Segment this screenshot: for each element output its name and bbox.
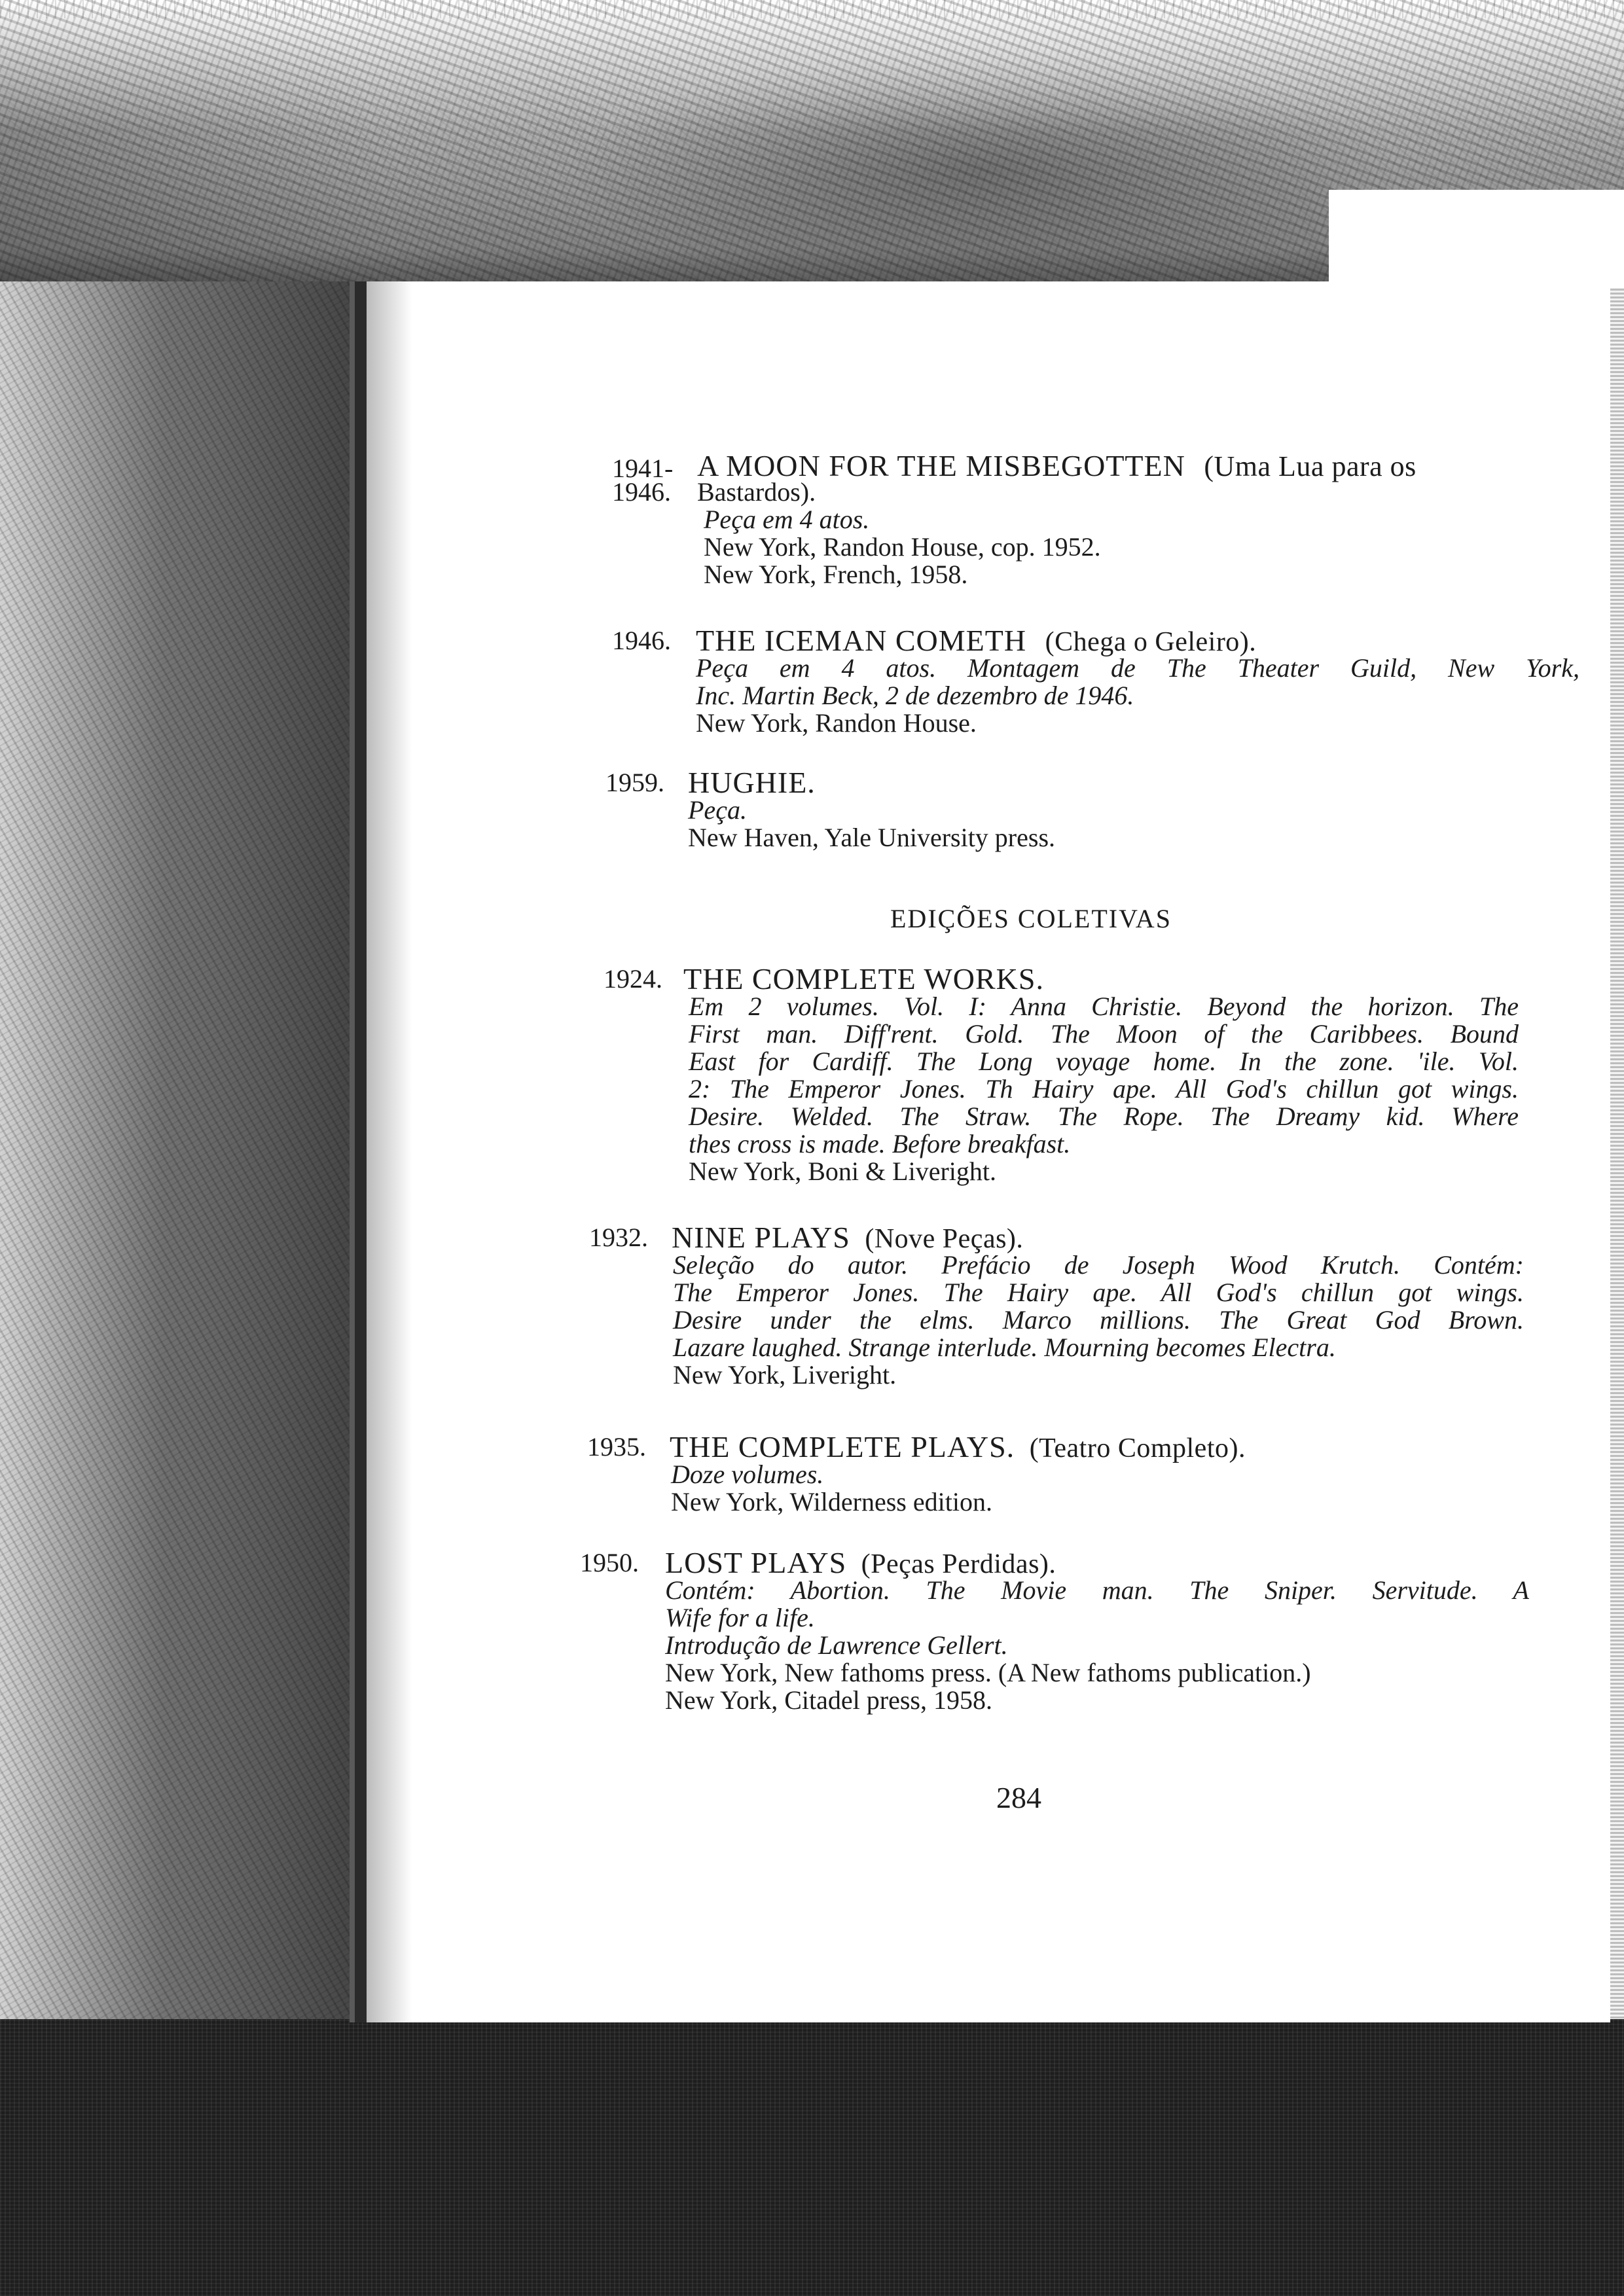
scan-top-dots [0, 0, 1624, 18]
entry-lines [697, 478, 816, 506]
entry-publisher-line: New York, Randon House, cop. 1952. [704, 532, 1101, 562]
entry-details [688, 797, 1055, 852]
entry-title-main: THE COMPLETE PLAYS. [670, 1430, 1015, 1463]
entry-details [665, 1577, 1529, 1714]
entry-publisher-line: New Haven, Yale University press. [688, 823, 1056, 852]
entry-year: 1950. [580, 1548, 639, 1577]
entry-year-end: 1946. [612, 477, 671, 507]
entry-title-translation: (Peças Perdidas). [861, 1549, 1056, 1579]
entry-publisher-line: New York, New fathoms press. (A New fathoms publication.) [665, 1658, 1311, 1687]
entry-italic-line: East for Cardiff. The Long voyage home. In the zone. 'ile. Vol. [689, 1047, 1519, 1076]
entry-title-main: HUGHIE. [688, 766, 816, 799]
entry-details [673, 1251, 1524, 1389]
entry-title [696, 624, 1257, 657]
entry-year: 1946. [612, 626, 671, 655]
entry-title [672, 1221, 1024, 1254]
entry-publisher-line: New York, Citadel press, 1958. [665, 1685, 992, 1715]
entry-1959 [605, 766, 1574, 861]
entry-details [704, 506, 1101, 588]
entry-1950 [580, 1546, 1562, 1732]
entry-italic-line: Wife for a life. [665, 1603, 815, 1632]
scan-bottom-dark [0, 2019, 1624, 2296]
entry-italic-line: Introdução de Lawrence Gellert. [665, 1630, 1008, 1660]
entry-italic-line: thes cross is made. Before breakfast. [689, 1129, 1071, 1158]
entry-title-main: LOST PLAYS [665, 1546, 847, 1579]
scan-left-noise [0, 281, 367, 2022]
bibliography-content [367, 281, 1610, 2022]
entry-1924 [604, 962, 1572, 1201]
entry-italic-line: 2: The Emperor Jones. Th Hairy ape. All God's chillun got wings. [689, 1074, 1519, 1103]
entry-italic-line: Em 2 volumes. Vol. I: Anna Christie. Beyond the horizon. The [689, 992, 1519, 1021]
entry-italic-line: Peça em 4 atos. Montagem de The Theater Guild, New York, [696, 653, 1579, 683]
entry-title-translation: (Chega o Geleiro). [1045, 627, 1257, 657]
entry-1932 [589, 1221, 1558, 1414]
entry-1941 [612, 449, 1581, 589]
entry-details [671, 1461, 992, 1516]
entry-title-continued: Bastardos). [697, 477, 816, 507]
entry-details [696, 655, 1579, 737]
entry-italic-line: Seleção do autor. Prefácio de Joseph Wood Krutch. Contém: [673, 1250, 1524, 1280]
entry-year: 1924. [604, 964, 662, 994]
entry-italic-line: Lazare laughed. Strange interlude. Mourning becomes Electra. [673, 1333, 1336, 1362]
entry-title [670, 1430, 1246, 1463]
entry-italic-line: Peça em 4 atos. [704, 505, 870, 534]
entry-1946 [612, 624, 1581, 745]
entry-details [689, 993, 1519, 1185]
entry-title [688, 766, 816, 799]
entry-year: 1959. [605, 768, 664, 797]
entry-publisher-line: New York, French, 1958. [704, 560, 968, 589]
entry-italic-line: Peça. [688, 795, 747, 825]
entry-title-translation: (Nove Peças). [865, 1224, 1024, 1254]
entry-italic-line: Doze volumes. [671, 1460, 824, 1489]
entry-title-main: NINE PLAYS [672, 1221, 850, 1254]
gutter-shadow [367, 281, 412, 2022]
entry-title-main: A MOON FOR THE MISBEGOTTEN [697, 449, 1185, 482]
entry-italic-line: Desire under the elms. Marco millions. The Great God Brown. [673, 1305, 1524, 1335]
entry-1935 [587, 1430, 1556, 1525]
entry-title-main: THE ICEMAN COMETH [696, 624, 1027, 657]
entry-publisher-line: New York, Liveright. [673, 1360, 897, 1390]
entry-italic-line: The Emperor Jones. The Hairy ape. All God's chillun got wings. [673, 1278, 1524, 1307]
entry-title [683, 962, 1044, 996]
entry-publisher-line: New York, Randon House. [696, 708, 977, 738]
entry-italic-line: Inc. Martin Beck, 2 de dezembro de 1946. [696, 681, 1134, 710]
entry-italic-line: First man. Diff'rent. Gold. The Moon of the Caribbees. Bound [689, 1019, 1519, 1049]
entry-publisher-line: New York, Wilderness edition. [671, 1487, 992, 1516]
entry-title-translation: (Uma Lua para os [1204, 450, 1416, 482]
book-page [367, 281, 1610, 2022]
entry-year: 1935. [587, 1432, 646, 1462]
page-corner [1329, 190, 1624, 288]
entry-italic-line: Contém: Abortion. The Movie man. The Sniper. Servitude. A [665, 1575, 1529, 1605]
entry-year: 1941- [612, 454, 674, 483]
scan-right-edge [1610, 281, 1624, 2022]
page-number: 284 [996, 1781, 1041, 1814]
entry-italic-line: Desire. Welded. The Straw. The Rope. The Dreamy kid. Where [689, 1102, 1519, 1131]
entry-title-translation: (Teatro Completo). [1029, 1433, 1246, 1463]
entry-title-main: THE COMPLETE WORKS. [683, 962, 1044, 996]
entry-publisher-line: New York, Boni & Liveright. [689, 1157, 996, 1186]
section-heading: EDIÇÕES COLETIVAS [890, 904, 1172, 933]
entry-title [665, 1546, 1056, 1579]
entry-year: 1932. [589, 1223, 648, 1252]
